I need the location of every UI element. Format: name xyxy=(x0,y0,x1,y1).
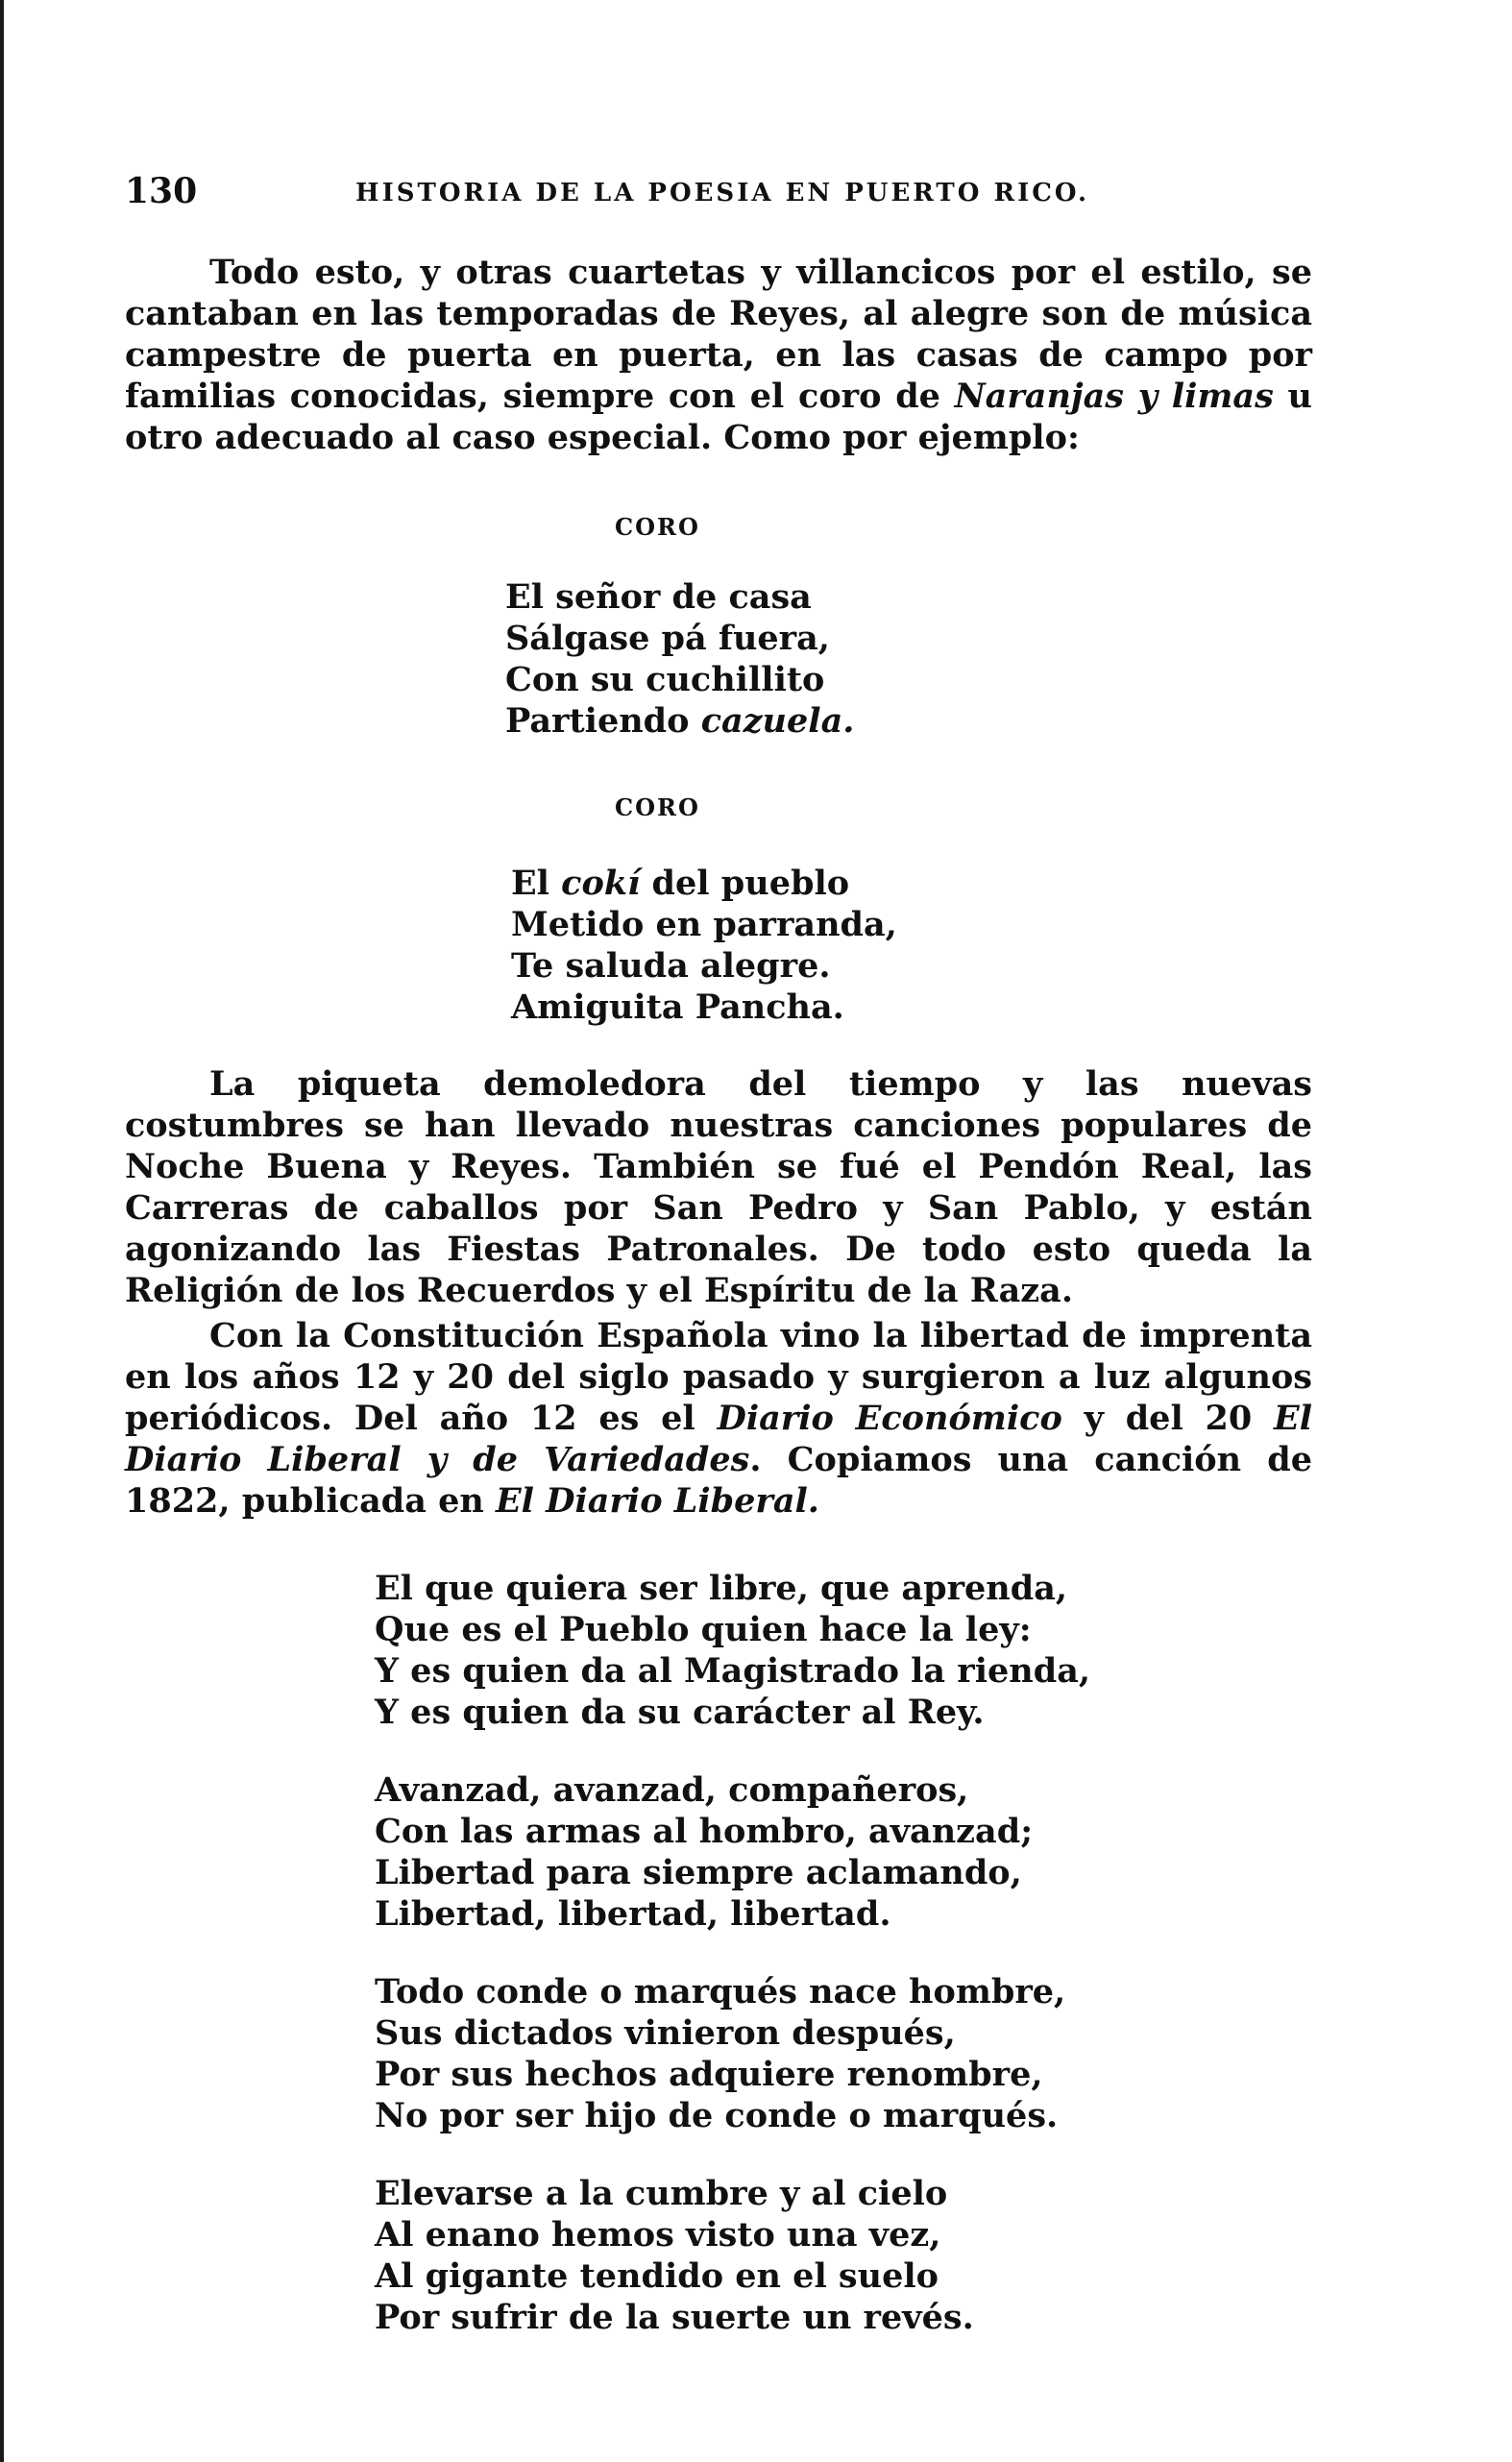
page-header xyxy=(125,171,1326,219)
paragraph-3-italic-3: El Diario Liberal. xyxy=(496,1481,819,1521)
paragraph-3-text-b: y del 20 xyxy=(1061,1399,1275,1438)
verse-line: Avanzad, avanzad, compañeros, xyxy=(375,1770,969,1810)
verse-line: El que quiera ser libre, que aprenda, xyxy=(375,1569,1068,1608)
verse-line: Todo conde o marqués nace hombre, xyxy=(375,1972,1066,2011)
paragraph-3-italic-2: El Diario Liberal y de Variedades xyxy=(125,1399,1313,1479)
song-stanza-4 xyxy=(375,2173,974,2338)
verse-line: Te saluda alegre. xyxy=(511,946,831,986)
verse-line: No por ser hijo de conde o marqués. xyxy=(375,2096,1059,2135)
scan-edge xyxy=(0,0,4,2462)
song-stanza-1 xyxy=(375,1568,1090,1733)
verse-line: Al enano hemos visto una vez, xyxy=(375,2215,941,2255)
coro-verse-2 xyxy=(511,863,897,1028)
verse-line: Amiguita Pancha. xyxy=(511,987,844,1027)
verse-line: Y es quien da al Magistrado la rienda, xyxy=(375,1651,1091,1691)
verse-line: Metido en parranda, xyxy=(511,905,897,944)
verse-line: Libertad para siempre aclamando, xyxy=(375,1853,1022,1892)
paragraph-1 xyxy=(125,252,1312,458)
paragraph-2-text: La piqueta demoledora del tiempo y las nuevas costumbres se han llevado nuestras canciones populares de Noche Buena y Reyes. También se fué el Pendón Real, las Carreras de caballos por San Pedro y San Pablo, y están agonizando las Fiestas Patronales. De todo esto queda la Religión de los Recuerdos y el Espíritu de la Raza. xyxy=(125,1064,1312,1310)
verse-line: Con las armas al hombro, avanzad; xyxy=(375,1812,1034,1851)
verse-line xyxy=(511,863,897,904)
paragraph-2 xyxy=(125,1063,1312,1311)
verse-line-text: Partiendo xyxy=(505,701,701,741)
verse-line: Con su cuchillito xyxy=(505,660,825,699)
verse-line xyxy=(505,700,854,742)
verse-line-italic: cazuela. xyxy=(700,701,855,741)
song-stanza-3 xyxy=(375,1971,1065,2136)
coro-heading-1: CORO xyxy=(615,513,700,541)
verse-line: Al gigante tendido en el suelo xyxy=(375,2256,939,2296)
paragraph-1-italic: Naranjas y limas xyxy=(954,377,1274,416)
paragraph-3-text-c: . Copiamos una canción de 1822, publicada en xyxy=(125,1440,1312,1521)
verse-line: Y es quien da su carácter al Rey. xyxy=(375,1693,985,1732)
verse-line: Sálgase pá fuera, xyxy=(505,619,830,658)
page-number: 130 xyxy=(125,171,198,211)
running-title: HISTORIA DE LA POESIA EN PUERTO RICO. xyxy=(355,179,1090,207)
song-stanza-2 xyxy=(375,1769,1033,1935)
verse-line: Elevarse a la cumbre y al cielo xyxy=(375,2174,948,2213)
verse-line-italic: cokí xyxy=(561,864,641,903)
coro-heading-2: CORO xyxy=(615,793,700,821)
verse-line: Libertad, libertad, libertad. xyxy=(375,1894,891,1934)
verse-line: Que es el Pueblo quien hace la ley: xyxy=(375,1610,1032,1649)
paragraph-3 xyxy=(125,1315,1312,1522)
verse-line: Por sufrir de la suerte un revés. xyxy=(375,2298,974,2337)
verse-line: Sus dictados vinieron después, xyxy=(375,2013,956,2053)
paragraph-1-text-b: u otro adecuado al caso especial. Como por ejemplo: xyxy=(125,377,1313,457)
coro-verse-1 xyxy=(505,576,854,742)
paragraph-3-text-a: Con la Constitución Española vino la libertad de imprenta en los años 12 y 20 del siglo pasado y surgieron a luz algunos periódicos. Del año 12 es el xyxy=(125,1316,1312,1438)
verse-line-text: El xyxy=(511,864,562,903)
paragraph-1-text-a: Todo esto, y otras cuartetas y villancicos por el estilo, se cantaban en las temporadas de Reyes, al alegre son de música campestre de puerta en puerta, en las casas de campo por familias conocidas, siempre con el coro de xyxy=(125,253,1312,416)
verse-line: Por sus hechos adquiere renombre, xyxy=(375,2055,1043,2094)
verse-line-text: del pueblo xyxy=(640,864,850,903)
verse-line: El señor de casa xyxy=(505,577,812,617)
paragraph-3-italic-1: Diario Económico xyxy=(717,1399,1062,1438)
